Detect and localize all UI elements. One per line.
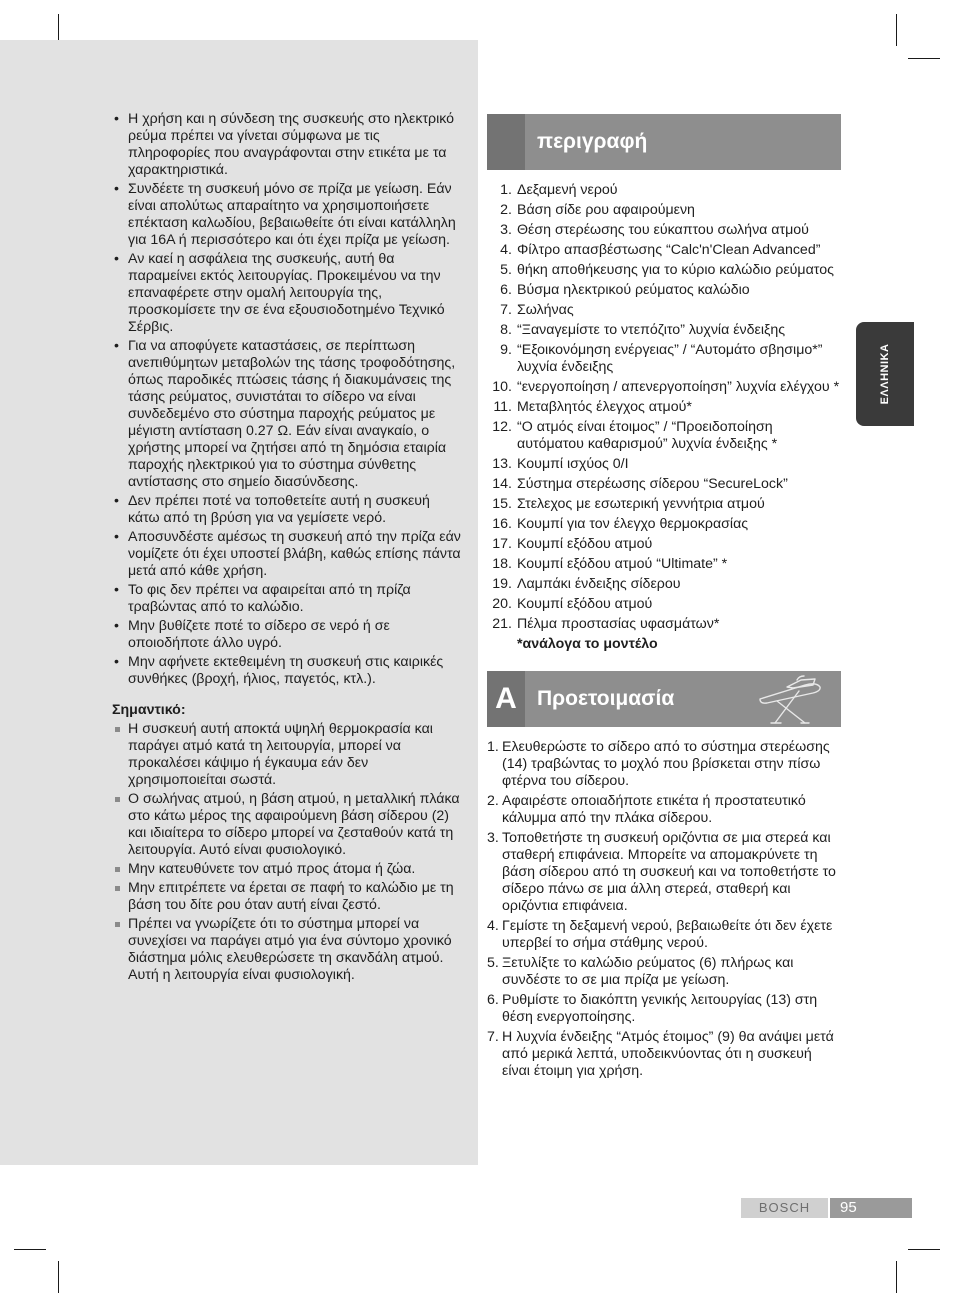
item-number: 7. [500, 302, 512, 318]
list-item [487, 830, 841, 915]
list-item: • Μην βυθίζετε ποτέ το σίδερο σε νερό ή σε οποιοδήποτε άλλο υγρό. [112, 618, 464, 652]
item-text: “Εξοικονόμηση ενέργειας” / “Αυτομάτο σβησιμο*” λυχνία ένδειξης [517, 342, 823, 375]
item-text: Κουμπί εξόδου ατμού “Ultimate” * [517, 556, 728, 572]
list-item [487, 399, 841, 416]
list-item [487, 793, 841, 827]
preparation-steps [487, 739, 841, 1080]
language-tab-label: ΕΛΛΗΝΙΚΑ [879, 343, 891, 405]
step-number: 4. [487, 918, 499, 934]
list-item [487, 456, 841, 473]
item-text: “Ξαναγεμίστε το ντεπόζιτο” λυχνία ένδειξης [517, 322, 786, 338]
step-number: 1. [487, 739, 499, 755]
item-number: 9. [500, 342, 512, 358]
item-number: 2. [500, 202, 512, 218]
list-item [487, 596, 841, 613]
crop-mark [896, 1261, 897, 1293]
right-column [487, 114, 841, 1083]
list-item [487, 992, 841, 1026]
list-item: • Μην αφήνετε εκτεθειμένη τη συσκευή στις καιρικές συνθήκες (βροχή, ήλιος, παγετός, κτλ.). [112, 654, 464, 688]
list-item: Πρέπει να γνωρίζετε ότι το σύστημα μπορεί να συνεχίσει να παράγει ατμό για ένα σύντομο χρονικό διάστημα μόλις ελευθερώσετε τη σκανδάλη ατμού. Αυτή η λειτουργία είναι φυσιολογική. [112, 916, 464, 984]
list-item: • Αποσυνδέστε αμέσως τη συσκευή από την πρίζα εάν νομίζετε ότι έχει υποστεί βλάβη, καθώς επίσης πάντα μετά από κάθε χρήση. [112, 529, 464, 580]
item-number: 1. [500, 182, 512, 198]
crop-mark [14, 1249, 46, 1250]
item-number: 5. [500, 262, 512, 278]
step-text: Η λυχνία ένδειξης “Ατμός έτοιμος” (9) θα ανάψει μετά από μερικά λεπτά, υποδεικνύοντας ότι η συσκευή είναι έτοιμη για χρήση. [502, 1029, 834, 1079]
parts-list [487, 182, 841, 633]
item-number: 10. [492, 379, 512, 395]
list-item [487, 262, 841, 279]
crop-mark [58, 1261, 59, 1293]
list-item [487, 616, 841, 633]
item-text: Δεξαμενή νερού [517, 182, 618, 198]
item-text: Μεταβλητός έλεγχος ατμού* [517, 399, 692, 415]
list-item [487, 516, 841, 533]
list-item: Μην επιτρέπετε να έρεται σε παφή το καλώδιο με τη βάση του δίτε ρου όταν αυτή είναι ζεστό. [112, 880, 464, 914]
important-list [112, 721, 464, 984]
list-item [487, 1029, 841, 1080]
item-text: Βύσμα ηλεκτρικού ρεύματος καλώδιο [517, 282, 750, 298]
list-item [487, 302, 841, 319]
item-text: Κουμπί ισχύος 0/I [517, 456, 629, 472]
list-item [487, 496, 841, 513]
list-item: • Για να αποφύγετε καταστάσεις, σε περίπτωση ανεπιθύμητων μεταβολών της τάσης τροφοδότησης, όπως παροδικές πτώσεις τάσης ή διακυμάνσεις της τάσης ρεύματος, συνιστάται το σίδερο να είναι συνδεδεμένο στο σύστημα παροχής ρεύματος με μέγιστη αντίσταση 0.27 Ω. Εάν είναι αναγκαίο, ο χρήστης μπορεί να ζητήσει από τη δημόσια εταιρία παροχής ηλεκτρικού για το σύστημα σύνθετης αντίστασης στο σημείο διασύνδεσης. [112, 338, 464, 491]
item-text: θήκη αποθήκευσης για το κύριο καλώδιο ρεύματος [517, 262, 834, 278]
crop-mark [908, 58, 940, 59]
model-note: *ανάλογα το μοντέλο [517, 636, 658, 652]
list-item: Ο σωλήνας ατμού, η βάση ατμού, η μεταλλική πλάκα στο κάτω μέρος της αφαιρούμενη βάση σίδερου (2) και ιδιαίτερα το σίδερο μπορεί να ζεσταθούν κατά τη λειτουργία. Αυτό είναι φυσιολογικό. [112, 791, 464, 859]
preparation-title: Προετοιμασία [537, 687, 675, 710]
item-text: Πέλμα προστασίας υφασμάτων* [517, 616, 720, 632]
description-header-tab [487, 114, 525, 170]
item-number: 3. [500, 222, 512, 238]
language-tab [856, 322, 914, 426]
item-number: 16. [492, 516, 512, 532]
item-text: Φίλτρο απασβέστωσης “Calc'n'Clean Advanced” [517, 242, 821, 258]
ironing-board-icon [757, 675, 825, 725]
description-header [487, 114, 841, 170]
list-item [487, 282, 841, 299]
list-item [487, 202, 841, 219]
list-item [487, 918, 841, 952]
item-text: “Ο ατμός είναι έτοιμος” / “Προειδοποίηση αυτόματου καθαρισμού” λυχνία ένδειξης * [517, 419, 778, 452]
step-text: Ξετυλίξτε το καλώδιο ρεύματος (6) πλήρως και συνδέστε το σε μια πρίζα με γείωση. [502, 955, 794, 988]
item-text: Λαμπάκι ένδειξης σίδερου [517, 576, 681, 592]
list-item [487, 556, 841, 573]
list-item: • Αν καεί η ασφάλεια της συσκευής, αυτή θα παραμείνει εκτός λειτουργίας. Προκειμένου να την επαναφέρετε στην ομαλή λειτουργία της, προσκομίσετε την σε ένα εξουσιοδοτημένο Τεχνικό Σέρβις. [112, 251, 464, 336]
list-item [487, 242, 841, 259]
item-number: 4. [500, 242, 512, 258]
crop-mark [908, 1249, 940, 1250]
list-item: • Η χρήση και η σύνδεση της συσκευής στο ηλεκτρικό ρεύμα πρέπει να γίνεται σύμφωνα με τις πληροφορίες που αναγράφονται στην ετικέτα με τα χαρακτηριστικά. [112, 111, 464, 179]
item-number: 17. [492, 536, 512, 552]
step-number: 5. [487, 955, 499, 971]
list-item [487, 342, 841, 376]
list-item [487, 182, 841, 199]
list-item [487, 322, 841, 339]
list-item: Η συσκευή αυτή αποκτά υψηλή θερμοκρασία και παράγει ατμό κατά τη λειτουργία, μπορεί να προκαλέσει κάψιμο ή έγκαυμα εάν δεν χρησιμοποιείται σωστά. [112, 721, 464, 789]
list-item [487, 222, 841, 239]
item-number: 8. [500, 322, 512, 338]
item-number: 21. [492, 616, 512, 632]
important-heading: Σημαντικό: [112, 702, 186, 718]
preparation-header [487, 671, 841, 727]
list-item [487, 536, 841, 553]
item-text: Κουμπί εξόδου ατμού [517, 596, 653, 612]
item-number: 19. [492, 576, 512, 592]
item-text: Σωλήνας [517, 302, 574, 318]
item-number: 11. [493, 399, 512, 415]
item-text: Θέση στερέωσης του εύκαπτου σωλήνα ατμού [517, 222, 809, 238]
step-text: Αφαιρέστε οποιαδήποτε ετικέτα ή προστατευτικό κάλυμμα από την πλάκα σίδερου. [502, 793, 806, 826]
item-text: “ενεργοποίηση / απενεργοποίηση” λυχνία ελέγχου * [517, 379, 840, 395]
list-item: Μην κατευθύνετε τον ατμό προς άτομα ή ζώα. [112, 861, 464, 878]
list-item [487, 379, 841, 396]
safety-column [112, 111, 464, 986]
list-item: • Δεν πρέπει ποτέ να τοποθετείτε αυτή η συσκευή κάτω από τη βρύση για να γεμίσετε νερό. [112, 493, 464, 527]
step-text: Γεμίστε τη δεξαμενή νερού, βεβαιωθείτε ότι δεν έχετε υπερβεί το σήμα στάθμης νερού. [502, 918, 833, 951]
item-number: 15. [492, 496, 512, 512]
list-item: • Το φις δεν πρέπει να αφαιρείται από τη πρίζα τραβώντας από το καλώδιο. [112, 582, 464, 616]
footer-brand: BOSCH [741, 1198, 828, 1218]
item-number: 20. [492, 596, 512, 612]
list-item [487, 476, 841, 493]
list-item: • Συνδέετε τη συσκευή μόνο σε πρίζα με γείωση. Εάν είναι απολύτως απαραίτητο να χρησιμοποιήσετε επέκταση καλωδίου, βεβαιωθείτε ότι είναι κατάλληλη για 16A ή περισσότερο και ότι έχει πρίζα με γείωση. [112, 181, 464, 249]
description-title: περιγραφή [537, 130, 648, 153]
step-text: Ελευθερώστε το σίδερο από το σύστημα στερέωσης (14) τραβώντας το μοχλό που βρίσκεται στην πίσω φτέρνα του σίδερου. [502, 739, 830, 789]
item-number: 18. [492, 556, 512, 572]
item-text: Στελεχος με εσωτερική γεννήτρια ατμού [517, 496, 765, 512]
item-text: Σύστημα στερέωσης σίδερου “SecureLock” [517, 476, 788, 492]
step-text: Τοποθετήστε τη συσκευή οριζόντια σε μια στερεά και σταθερή επιφάνεια. Μπορείτε να απομακρύνετε τη βάση σίδερου από τη συσκευή και να τοποθετήστε το σίδερο πάνω σε μια άλλη στερεά, σταθερή και οριζόντια επιφάνεια. [502, 830, 836, 914]
step-number: 7. [487, 1029, 499, 1045]
step-text: Ρυθμίστε το διακόπτη γενικής λειτουργίας (13) στη θέση ενεργοποίησης. [502, 992, 818, 1025]
item-number: 6. [500, 282, 512, 298]
step-number: 2. [487, 793, 499, 809]
list-item [487, 419, 841, 453]
list-item [487, 955, 841, 989]
item-text: Κουμπί εξόδου ατμού [517, 536, 653, 552]
preparation-letter: A [487, 671, 525, 727]
safety-list [112, 111, 464, 688]
step-number: 6. [487, 992, 499, 1008]
item-text: Βάση σίδε ρου αφαιρούμενη [517, 202, 695, 218]
list-item [487, 576, 841, 593]
list-item [487, 739, 841, 790]
crop-mark [896, 14, 897, 46]
item-number: 14. [492, 476, 512, 492]
item-number: 12. [492, 419, 512, 435]
step-number: 3. [487, 830, 499, 846]
item-number: 13. [492, 456, 512, 472]
item-text: Κουμπί για τον έλεγχο θερμοκρασίας [517, 516, 749, 532]
page-number: 95 [830, 1198, 912, 1218]
